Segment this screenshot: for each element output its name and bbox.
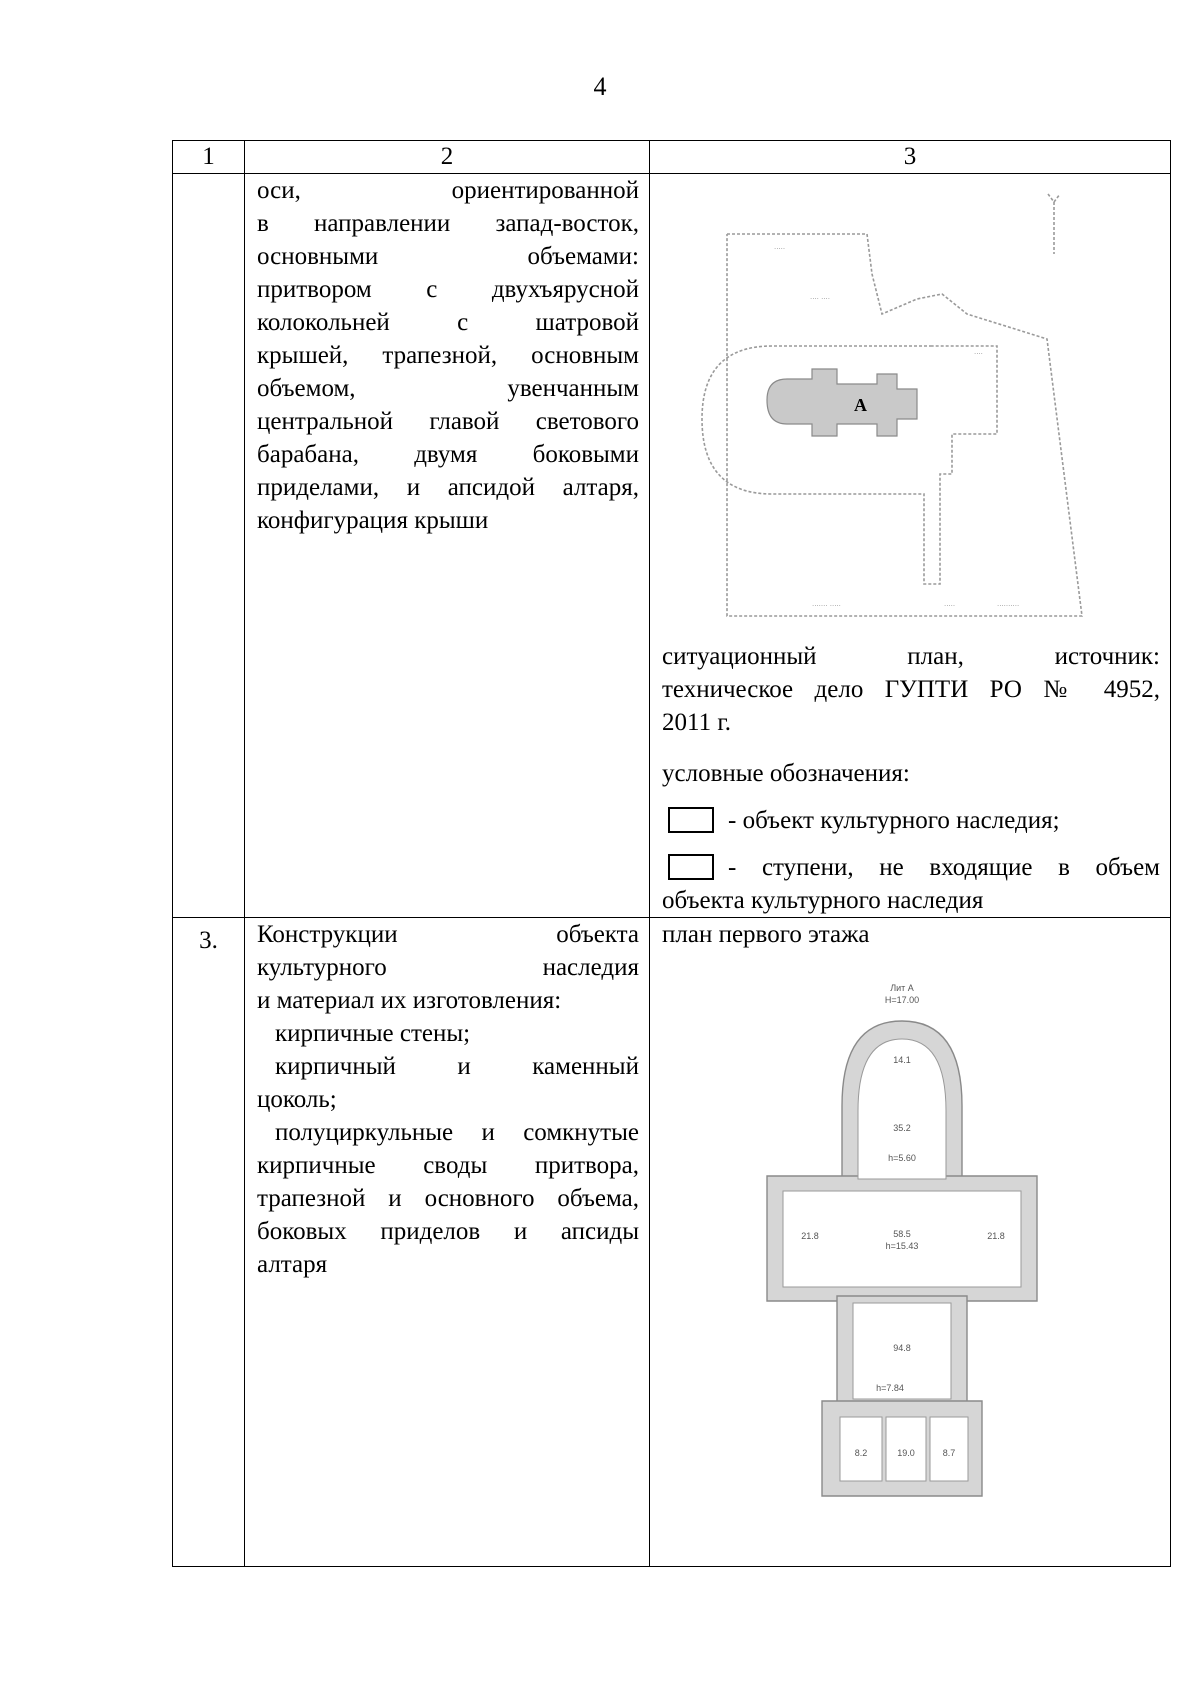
floor-plan-image [662,951,1160,1541]
floor-plan-cell [650,918,1171,1567]
room-area: 35.2 [893,1123,911,1133]
text-line: и материал их изготовления: [257,987,562,1014]
legend-text-continued: объекта культурного наследия [662,887,984,914]
room-area: 58.5 [893,1229,911,1239]
room-height: h=5.60 [888,1153,916,1163]
room-area: 19.0 [897,1448,915,1458]
header-col-3: 3 [650,141,1171,174]
svg-text:..........: .......... [997,599,1020,608]
legend-swatch-icon [668,807,714,833]
text-line: боковых приделов и апсиды [257,1218,639,1245]
svg-text:....... .....: ....... ..... [812,599,841,608]
page-number: 4 [593,72,607,101]
text-line: трапезной и основного объема, [257,1185,639,1212]
constructions-cell [245,918,650,1567]
floor-label: Лит А [890,983,914,993]
text-line: кирпичный и каменный [275,1053,639,1080]
row-number-empty [173,174,245,918]
room-area: 8.2 [854,1448,868,1458]
text-line: приделами, и апсидой алтаря, [257,474,639,501]
site-plan-caption [662,640,1160,739]
text-line: цоколь; [257,1086,337,1113]
svg-text:.....: ..... [774,242,786,251]
text-line: алтаря [257,1251,328,1278]
description-cell [245,174,650,918]
row-number: 3. [173,918,245,1567]
text-line: притвором с двухъярусной [257,276,639,303]
text-line: объемом, увенчанным [257,375,639,402]
room-height: h=15.43 [885,1241,919,1251]
site-plan-drawing [662,174,1161,636]
svg-text:.....: ..... [944,599,956,608]
document-table [172,140,1171,1567]
legend-text: - ступени, не входящие в объем [728,854,1160,881]
site-plan-cell [650,174,1171,918]
caption-line: ситуационный план, источник: [662,643,1160,670]
text-line: в направлении запад-восток, [257,210,639,237]
room-height: h=7.84 [876,1383,904,1393]
text-line: центральной главой светового [257,408,639,435]
room-area: 21.8 [801,1231,819,1241]
floor-plan-title: план первого этажа [662,921,870,948]
floor-label: Н=17.00 [884,995,920,1005]
text-line: колокольней с шатровой [257,309,639,336]
text-line: Конструкции объекта [257,921,639,948]
table-row-continued [173,174,1171,918]
header-col-2: 2 [245,141,650,174]
legend-item-heritage [662,804,1160,837]
room-area: 8.7 [942,1448,956,1458]
text-line: крышей, трапезной, основным [257,342,639,369]
text-line: основными объемами: [257,243,639,270]
text-line: оси, ориентированной [257,177,639,204]
text-line: культурного наследия [257,954,639,981]
room-area: 94.8 [893,1343,911,1353]
text-line: кирпичные своды притвора, [257,1152,639,1179]
text-line: конфигурация крыши [257,507,489,534]
legend-item-steps [662,851,1160,884]
floor-plan-drawing [662,951,1161,1541]
text-line: барабана, двумя боковыми [257,441,639,468]
room-area: 21.8 [987,1231,1005,1241]
building-label: А [854,395,867,415]
svg-text:....: .... [974,347,983,356]
text-line: полуциркульные и сомкнутые [275,1119,639,1146]
table-header-row [173,141,1171,174]
caption-line: техническое дело ГУПТИ РО № 4952, [662,676,1160,703]
legend-swatch-icon [668,854,714,880]
site-plan-image [662,174,1160,636]
svg-text:.... ....: .... .... [810,292,831,301]
legend-title: условные обозначения: [662,760,910,787]
text-line: кирпичные стены; [275,1020,471,1047]
caption-line: 2011 г. [662,709,732,736]
legend-text: - объект культурного наследия; [728,807,1060,834]
room-area: 14.1 [893,1055,911,1065]
table-row-3 [173,918,1171,1567]
header-col-1: 1 [173,141,245,174]
